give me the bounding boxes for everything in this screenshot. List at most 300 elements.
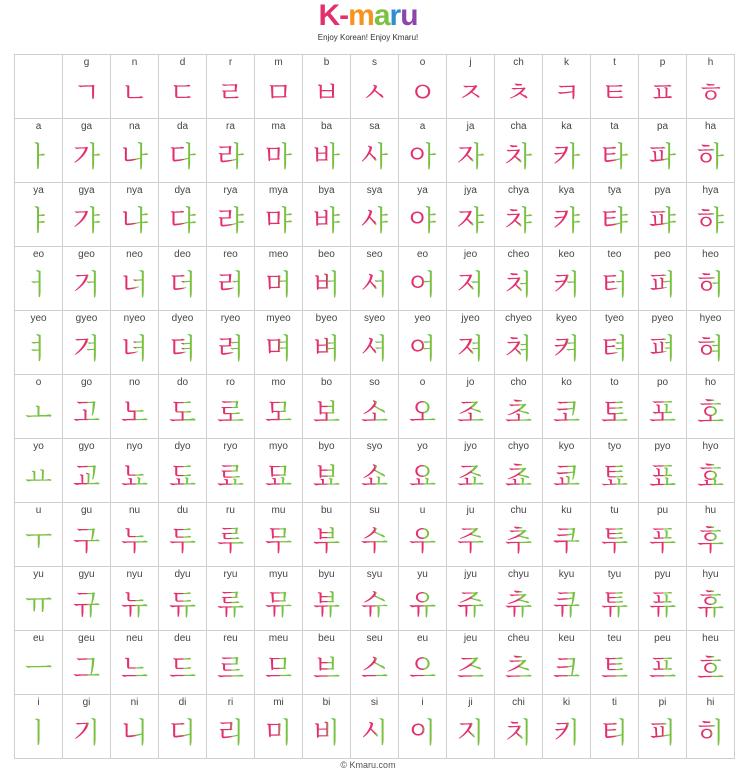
hangul-character: 구 <box>63 519 110 563</box>
hangul-character: 히 <box>687 711 734 755</box>
romanization-label: n <box>131 57 138 68</box>
syllable-cell <box>159 695 207 759</box>
romanization-label: ju <box>466 505 475 516</box>
syllable-cell <box>399 439 447 503</box>
romanization-label: ti <box>612 697 617 708</box>
romanization-label: nya <box>126 185 143 196</box>
syllable-cell <box>591 439 639 503</box>
romanization-label: keo <box>558 249 575 260</box>
syllable-cell <box>303 119 351 183</box>
romanization-label: syo <box>366 441 383 452</box>
syllable-cell <box>591 631 639 695</box>
syllable-cell <box>351 503 399 567</box>
hangul-character: ㅇ <box>408 76 437 109</box>
hangul-character: 수 <box>351 519 398 563</box>
hangul-character: ㅣ <box>24 716 53 749</box>
hangul-character: 뱌 <box>303 199 350 243</box>
romanization-label: dyeo <box>171 313 194 324</box>
hangul-character: 흐 <box>687 647 734 691</box>
syllable-cell <box>543 439 591 503</box>
syllable-cell <box>63 503 111 567</box>
romanization-label: beo <box>318 249 335 260</box>
romanization-label: ryo <box>223 441 238 452</box>
hangul-character: 라 <box>207 135 254 179</box>
syllable-cell <box>639 503 687 567</box>
romanization-label: mi <box>273 697 284 708</box>
romanization-label: byo <box>318 441 335 452</box>
romanization-label: heu <box>702 633 719 644</box>
hangul-character: ㅠ <box>24 588 53 621</box>
syllable-cell <box>159 503 207 567</box>
romanization-label: gi <box>82 697 91 708</box>
romanization-label: p <box>659 57 666 68</box>
hangul-character: 바 <box>303 135 350 179</box>
hangul-character: 차 <box>495 135 542 179</box>
romanization-label: to <box>610 377 619 388</box>
syllable-cell <box>63 247 111 311</box>
romanization-label: chyu <box>507 569 530 580</box>
syllable-cell <box>255 439 303 503</box>
syllable-cell <box>591 119 639 183</box>
romanization-label: dyo <box>174 441 191 452</box>
hangul-character: ㅓ <box>24 268 53 301</box>
syllable-cell <box>639 119 687 183</box>
hangul-character: 탸 <box>591 199 638 243</box>
syllable-cell <box>63 631 111 695</box>
romanization-label: mu <box>271 505 286 516</box>
hangul-character: 셔 <box>351 327 398 371</box>
hangul-character: 더 <box>159 263 206 307</box>
hangul-character: 두 <box>159 519 206 563</box>
hangul-character: 마 <box>255 135 302 179</box>
hangul-character: 뷰 <box>303 583 350 627</box>
syllable-cell <box>63 183 111 247</box>
hangul-character: 쇼 <box>351 455 398 499</box>
syllable-cell <box>687 695 735 759</box>
syllable-cell <box>639 375 687 439</box>
romanization-label: no <box>128 377 141 388</box>
hangul-character: 고 <box>63 391 110 435</box>
syllable-cell <box>447 311 495 375</box>
logo-letter: - <box>339 0 349 32</box>
syllable-cell <box>159 247 207 311</box>
romanization-label: pa <box>656 121 669 132</box>
romanization-label: cho <box>510 377 527 388</box>
vowel-row <box>15 695 735 759</box>
romanization-label: u <box>419 505 426 516</box>
logo-letter: a <box>373 0 390 32</box>
romanization-label: pi <box>658 697 667 708</box>
consonant-header-cell <box>207 55 255 119</box>
romanization-label: cha <box>510 121 527 132</box>
hangul-character: 튜 <box>591 583 638 627</box>
romanization-label: reu <box>223 633 238 644</box>
syllable-cell <box>639 631 687 695</box>
hangul-character: 펴 <box>639 327 686 371</box>
hangul-syllable-table <box>14 54 735 759</box>
romanization-label: dyu <box>174 569 191 580</box>
romanization-label: h <box>707 57 714 68</box>
hangul-character: 크 <box>543 647 590 691</box>
hangul-character: 자 <box>447 135 494 179</box>
romanization-label: di <box>178 697 187 708</box>
syllable-cell <box>207 695 255 759</box>
hangul-character: ㅊ <box>504 76 533 109</box>
syllable-cell <box>495 631 543 695</box>
hangul-character: 무 <box>255 519 302 563</box>
romanization-label: hyo <box>702 441 719 452</box>
syllable-cell <box>351 311 399 375</box>
syllable-cell <box>447 375 495 439</box>
hangul-character: 도 <box>159 391 206 435</box>
romanization-label: ba <box>320 121 333 132</box>
syllable-cell <box>207 375 255 439</box>
hangul-character: 퍼 <box>639 263 686 307</box>
hangul-character: 됴 <box>159 455 206 499</box>
syllable-cell <box>399 695 447 759</box>
hangul-character: 서 <box>351 263 398 307</box>
consonant-header-cell <box>639 55 687 119</box>
romanization-label: tyo <box>607 441 622 452</box>
syllable-cell <box>495 567 543 631</box>
romanization-label: po <box>656 377 669 388</box>
romanization-label: reo <box>223 249 238 260</box>
consonant-header-cell <box>351 55 399 119</box>
syllable-cell <box>495 695 543 759</box>
romanization-label: a <box>35 121 42 132</box>
romanization-label: ri <box>227 697 234 708</box>
romanization-label: ch <box>513 57 524 68</box>
hangul-character: ㅜ <box>24 524 53 557</box>
syllable-cell <box>447 567 495 631</box>
hangul-character: 텨 <box>591 327 638 371</box>
romanization-label: gyu <box>78 569 95 580</box>
syllable-cell <box>207 311 255 375</box>
tagline: Enjoy Korean! Enjoy Kmaru! <box>317 33 419 42</box>
romanization-label: jyu <box>464 569 477 580</box>
vowel-header-cell <box>15 567 63 631</box>
hangul-character: 루 <box>207 519 254 563</box>
romanization-label: i <box>421 697 424 708</box>
romanization-label: d <box>179 57 186 68</box>
romanization-label: neo <box>126 249 143 260</box>
consonant-header-row <box>15 55 735 119</box>
hangul-character: 디 <box>159 711 206 755</box>
hangul-character: 퍄 <box>639 199 686 243</box>
hangul-character: 샤 <box>351 199 398 243</box>
syllable-cell <box>591 311 639 375</box>
hangul-character: 려 <box>207 327 254 371</box>
hangul-character: ㅂ <box>312 76 341 109</box>
syllable-cell <box>543 503 591 567</box>
hangul-character: 니 <box>111 711 158 755</box>
romanization-label: meo <box>268 249 289 260</box>
hangul-character: 느 <box>111 647 158 691</box>
syllable-cell <box>687 119 735 183</box>
hangul-character: 뵤 <box>303 455 350 499</box>
syllable-cell <box>687 567 735 631</box>
syllable-cell <box>111 503 159 567</box>
hangul-character: ㅁ <box>264 76 293 109</box>
syllable-cell <box>303 439 351 503</box>
hangul-character: 초 <box>495 391 542 435</box>
syllable-cell <box>255 695 303 759</box>
hangul-character: 챠 <box>495 199 542 243</box>
hangul-character: 르 <box>207 647 254 691</box>
syllable-cell <box>687 503 735 567</box>
syllable-cell <box>207 183 255 247</box>
romanization-label: gyo <box>78 441 95 452</box>
syllable-cell <box>303 567 351 631</box>
romanization-label: yeo <box>30 313 47 324</box>
romanization-label: myo <box>269 441 288 452</box>
consonant-header-cell <box>495 55 543 119</box>
hangul-chart <box>14 54 725 749</box>
hangul-character: 뎌 <box>159 327 206 371</box>
romanization-label: chu <box>510 505 527 516</box>
syllable-cell <box>591 695 639 759</box>
syllable-cell <box>111 183 159 247</box>
syllable-cell <box>543 311 591 375</box>
romanization-label: ja <box>466 121 475 132</box>
romanization-label: ryu <box>223 569 238 580</box>
syllable-cell <box>255 311 303 375</box>
hangul-character: 미 <box>255 711 302 755</box>
hangul-character: 죠 <box>447 455 494 499</box>
romanization-label: o <box>35 377 42 388</box>
syllable-cell <box>495 439 543 503</box>
hangul-character: ㄴ <box>120 76 149 109</box>
hangul-character: 카 <box>543 135 590 179</box>
hangul-character: 쥬 <box>447 583 494 627</box>
vowel-header-cell <box>15 631 63 695</box>
header <box>0 0 736 54</box>
romanization-label: keu <box>558 633 575 644</box>
vowel-row <box>15 183 735 247</box>
hangul-character: 나 <box>111 135 158 179</box>
romanization-label: pyu <box>654 569 671 580</box>
romanization-label: chi <box>512 697 525 708</box>
copyright-footer: © Kmaru.com <box>340 760 396 770</box>
hangul-character: ㅑ <box>24 204 53 237</box>
vowel-header-cell <box>15 695 63 759</box>
romanization-label: bi <box>322 697 331 708</box>
syllable-cell <box>639 439 687 503</box>
romanization-label: tya <box>607 185 622 196</box>
consonant-header-cell <box>447 55 495 119</box>
romanization-label: tyeo <box>605 313 624 324</box>
romanization-label: ku <box>561 505 572 516</box>
hangul-character: 어 <box>399 263 446 307</box>
romanization-label: yo <box>33 441 44 452</box>
romanization-label: heo <box>702 249 719 260</box>
syllable-cell <box>543 631 591 695</box>
syllable-cell <box>207 567 255 631</box>
syllable-cell <box>447 119 495 183</box>
syllable-cell <box>591 247 639 311</box>
syllable-cell <box>447 695 495 759</box>
hangul-character: 키 <box>543 711 590 755</box>
romanization-label: dya <box>174 185 191 196</box>
romanization-label: gyeo <box>75 313 98 324</box>
romanization-label: yu <box>417 569 428 580</box>
hangul-character: 댜 <box>159 199 206 243</box>
hangul-character: ㄹ <box>216 76 245 109</box>
romanization-label: u <box>35 505 42 516</box>
syllable-cell <box>255 183 303 247</box>
romanization-label: nyo <box>126 441 143 452</box>
hangul-character: 푸 <box>639 519 686 563</box>
consonant-header-cell <box>543 55 591 119</box>
hangul-character: ㄷ <box>168 76 197 109</box>
consonant-header-cell <box>687 55 735 119</box>
romanization-label: j <box>469 57 472 68</box>
hangul-character: 큐 <box>543 583 590 627</box>
syllable-cell <box>591 567 639 631</box>
hangul-character: 저 <box>447 263 494 307</box>
vowel-header-cell <box>15 247 63 311</box>
syllable-cell <box>639 567 687 631</box>
syllable-cell <box>639 695 687 759</box>
romanization-label: myeo <box>266 313 291 324</box>
syllable-cell <box>111 119 159 183</box>
romanization-label: so <box>369 377 380 388</box>
hangul-character: 추 <box>495 519 542 563</box>
romanization-label: ryeo <box>220 313 241 324</box>
syllable-cell <box>207 439 255 503</box>
romanization-label: b <box>323 57 330 68</box>
hangul-character: 가 <box>63 135 110 179</box>
romanization-label: jyeo <box>461 313 480 324</box>
syllable-cell <box>255 503 303 567</box>
syllable-cell <box>447 503 495 567</box>
romanization-label: o <box>419 377 426 388</box>
romanization-label: peu <box>654 633 671 644</box>
romanization-label: hu <box>704 505 717 516</box>
hangul-character: 쳐 <box>495 327 542 371</box>
syllable-cell <box>639 247 687 311</box>
syllable-cell <box>351 375 399 439</box>
romanization-label: m <box>274 57 283 68</box>
vowel-row <box>15 375 735 439</box>
hangul-character: 쿄 <box>543 455 590 499</box>
hangul-character: 리 <box>207 711 254 755</box>
syllable-cell <box>255 247 303 311</box>
vowel-header-cell <box>15 311 63 375</box>
romanization-label: byu <box>318 569 335 580</box>
syllable-cell <box>687 439 735 503</box>
romanization-label: syeo <box>363 313 386 324</box>
romanization-label: si <box>370 697 379 708</box>
romanization-label: bya <box>318 185 335 196</box>
hangul-character: 포 <box>639 391 686 435</box>
hangul-character: 사 <box>351 135 398 179</box>
syllable-cell <box>207 631 255 695</box>
syllable-cell <box>687 375 735 439</box>
logo-letter: u <box>400 0 418 32</box>
hangul-character: ㅎ <box>696 76 725 109</box>
syllable-cell <box>399 183 447 247</box>
syllable-cell <box>111 311 159 375</box>
romanization-label: i <box>37 697 40 708</box>
romanization-label: s <box>372 57 377 68</box>
hangul-character: 퓨 <box>639 583 686 627</box>
syllable-cell <box>63 311 111 375</box>
syllable-cell <box>639 183 687 247</box>
romanization-label: peo <box>654 249 671 260</box>
syllable-cell <box>543 183 591 247</box>
romanization-label: ha <box>704 121 717 132</box>
syllable-cell <box>159 631 207 695</box>
logo-letter: K <box>318 0 340 32</box>
romanization-label: ya <box>417 185 428 196</box>
syllable-cell <box>111 631 159 695</box>
vowel-header-cell <box>15 375 63 439</box>
romanization-label: sa <box>369 121 380 132</box>
syllable-cell <box>63 567 111 631</box>
syllable-cell <box>351 439 399 503</box>
consonant-header-cell <box>63 55 111 119</box>
syllable-cell <box>447 247 495 311</box>
syllable-cell <box>63 439 111 503</box>
hangul-character: 쟈 <box>447 199 494 243</box>
syllable-cell <box>495 183 543 247</box>
hangul-character: 커 <box>543 263 590 307</box>
romanization-label: kyeo <box>555 313 578 324</box>
vowel-header-cell <box>15 183 63 247</box>
vowel-row <box>15 311 735 375</box>
romanization-label: geo <box>78 249 95 260</box>
romanization-label: hi <box>706 697 715 708</box>
hangul-character: 너 <box>111 263 158 307</box>
hangul-character: 벼 <box>303 327 350 371</box>
romanization-label: ko <box>561 377 572 388</box>
romanization-label: ro <box>226 377 235 388</box>
romanization-label: eu <box>32 633 45 644</box>
syllable-cell <box>111 247 159 311</box>
hangul-character: 버 <box>303 263 350 307</box>
romanization-label: eo <box>416 249 429 260</box>
romanization-label: tu <box>610 505 619 516</box>
romanization-label: bo <box>320 377 333 388</box>
romanization-label: nyu <box>126 569 143 580</box>
syllable-cell <box>687 311 735 375</box>
syllable-cell <box>159 439 207 503</box>
hangul-character: 랴 <box>207 199 254 243</box>
hangul-character: 하 <box>687 135 734 179</box>
syllable-cell <box>591 375 639 439</box>
hangul-character: ㅍ <box>648 76 677 109</box>
syllable-cell <box>255 119 303 183</box>
hangul-character: 티 <box>591 711 638 755</box>
hangul-character: 류 <box>207 583 254 627</box>
hangul-character: 여 <box>399 327 446 371</box>
syllable-cell <box>399 503 447 567</box>
hangul-character: 토 <box>591 391 638 435</box>
romanization-label: pya <box>654 185 671 196</box>
syllable-cell <box>447 439 495 503</box>
romanization-label: syu <box>366 569 383 580</box>
logo-letter: r <box>389 0 401 32</box>
romanization-label: gu <box>80 505 93 516</box>
hangul-character: 효 <box>687 455 734 499</box>
romanization-label: geu <box>78 633 95 644</box>
romanization-label: r <box>228 57 233 68</box>
syllable-cell <box>543 375 591 439</box>
syllable-cell <box>255 567 303 631</box>
romanization-label: pu <box>656 505 669 516</box>
hangul-character: 러 <box>207 263 254 307</box>
